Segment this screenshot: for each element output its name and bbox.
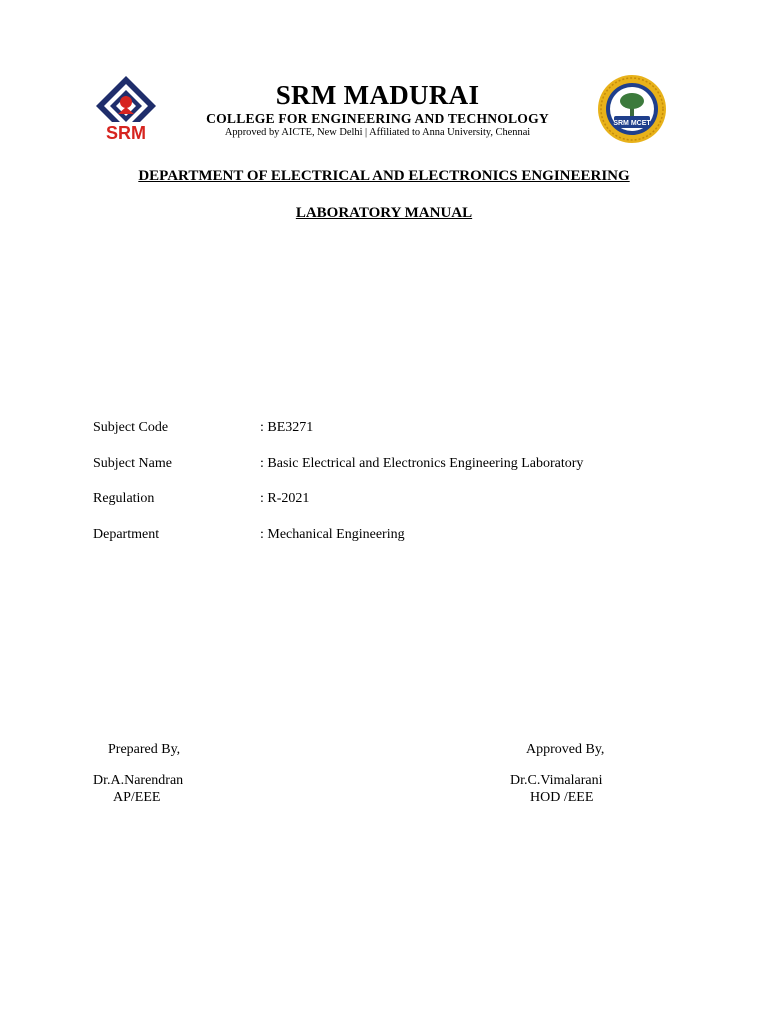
prepared-by-name: Dr.A.Narendran bbox=[93, 773, 184, 788]
manual-heading: LABORATORY MANUAL bbox=[295, 205, 473, 221]
approved-by-caption: Approved By, bbox=[526, 742, 605, 757]
approved-by-name: Dr.C.Vimalarani bbox=[510, 773, 603, 788]
subject-code-label: Subject Code bbox=[93, 420, 169, 435]
subject-code-value: : BE3271 bbox=[260, 420, 314, 435]
prepared-by-caption: Prepared By, bbox=[108, 742, 181, 757]
department-label: Department bbox=[93, 527, 160, 542]
institution-name: SRM MADURAI bbox=[275, 80, 480, 110]
regulation-label: Regulation bbox=[93, 491, 155, 506]
srm-logo-text: SRM bbox=[106, 123, 146, 143]
prepared-by-designation: AP/EEE bbox=[113, 790, 161, 805]
department-heading: DEPARTMENT OF ELECTRICAL AND ELECTRONICS ENGINEERING bbox=[138, 168, 630, 184]
approval-line: Approved by AICTE, New Delhi | Affiliated to Anna University, Chennai bbox=[224, 127, 531, 138]
subject-name-label: Subject Name bbox=[93, 456, 172, 471]
seal-text: SRM MCET bbox=[613, 120, 651, 127]
approved-by-designation: HOD /EEE bbox=[530, 790, 594, 805]
regulation-value: : R-2021 bbox=[260, 491, 310, 506]
subject-name-value: : Basic Electrical and Electronics Engineering Laboratory bbox=[260, 456, 584, 471]
srm-logo bbox=[94, 74, 158, 144]
department-value: : Mechanical Engineering bbox=[260, 527, 405, 542]
institution-subtitle: COLLEGE FOR ENGINEERING AND TECHNOLOGY bbox=[206, 111, 549, 126]
srm-mcet-seal bbox=[594, 74, 670, 144]
